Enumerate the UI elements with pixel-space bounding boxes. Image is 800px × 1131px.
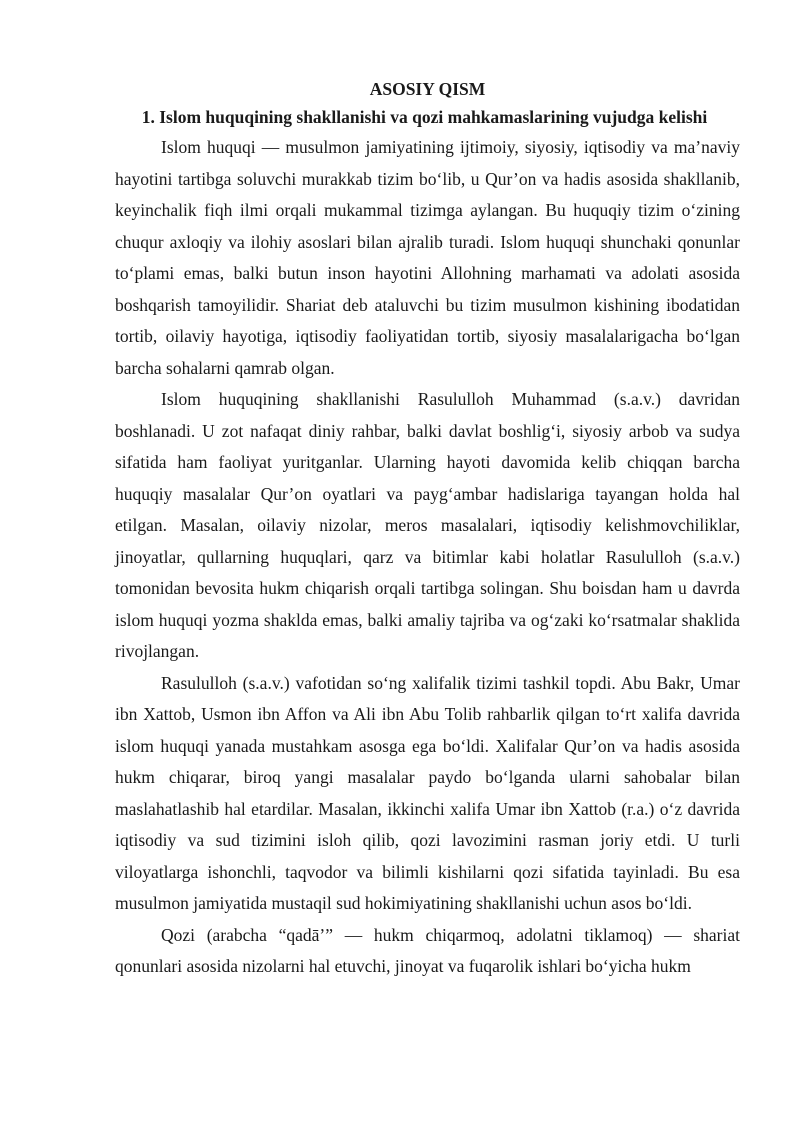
document-page (115, 78, 740, 983)
document-heading: ASOSIY QISM (369, 79, 486, 99)
paragraph: Qozi (arabcha “qadā’” — hukm chiqarmoq, adolatni tiklamoq) — shariat qonunlari asosida nizolarni hal etuvchi, jinoyat va fuqarolik ishlari bo‘yicha hukm (115, 924, 740, 976)
paragraph: Rasululloh (s.a.v.) vafotidan so‘ng xalifalik tizimi tashkil topdi. Abu Bakr, Umar ibn Xattob, Usmon ibn Affon va Ali ibn Abu Tolib rahbarlik qilgan to‘rt xalifa davrida islom huquqi yanada mustahkam asosga ega bo‘ldi. Xalifalar Qur’on va hadis asosida hukm chiqarar, biroq yangi masalalar paydo bo‘lganda ularni sahobalar bilan maslahatlashib hal etardilar. Masalan, ikkinchi xalifa Umar ibn Xattob (r.a.) o‘z davrida iqtisodiy va sud tizimini isloh qilib, qozi lavozimini rasman joriy etdi. U turli viloyatlarga ishonchli, taqvodor va bilimli kishilarni qozi sifatida tayinladi. Bu esa musulmon jamiyatida mustaqil sud hokimiyatining shakllanishi uchun asos bo‘ldi. (115, 672, 740, 913)
paragraph: Islom huquqining shakllanishi Rasululloh Muhammad (s.a.v.) davridan boshlanadi. U zot nafaqat diniy rahbar, balki davlat boshlig‘i, siyosiy arbob va sudya sifatida ham faoliyat yuritganlar. Ularning hayoti davomida kelib chiqqan barcha huquqiy masalalar Qur’on oyatlari va payg‘ambar hadislariga tayangan holda hal etilgan. Masalan, oilaviy nizolar, meros masalalari, iqtisodiy kelishmovchiliklar, jinoyatlar, qullarning huquqlari, qarz va bitimlar kabi holatlar Rasululloh (s.a.v.) tomonidan bevosita hukm chiqarish orqali tartibga solingan. Shu boisdan ham u davrda islom huquqi yozma shaklda emas, balki amaliy tajriba va og‘zaki ko‘rsatmalar shaklida rivojlangan. (115, 389, 740, 661)
paragraph: Islom huquqi — musulmon jamiyatining ijtimoiy, siyosiy, iqtisodiy va ma’naviy hayotini tartibga soluvchi murakkab tizim bo‘lib, u Qur’on va hadis asosida shakllanib, keyinchalik fiqh ilmi orqali mukammal tizimga aylangan. Bu huquqiy tizim o‘zining chuqur axloqiy va ilohiy asoslari bilan ajralib turadi. Islom huquqi shunchaki qonunlar to‘plami emas, balki butun inson hayotini Allohning marhamati va adolati asosida boshqarish tamoyilidir. Shariat deb ataluvchi bu tizim musulmon kishining ibodatidan tortib, oilaviy hayotiga, iqtisodiy faoliyatidan tortib, siyosiy masalalarigacha bo‘lgan barcha sohalarni qamrab olgan. (115, 137, 740, 378)
section-title: 1. Islom huquqining shakllanishi va qozi mahkamaslarining vujudga kelishi (141, 107, 708, 127)
